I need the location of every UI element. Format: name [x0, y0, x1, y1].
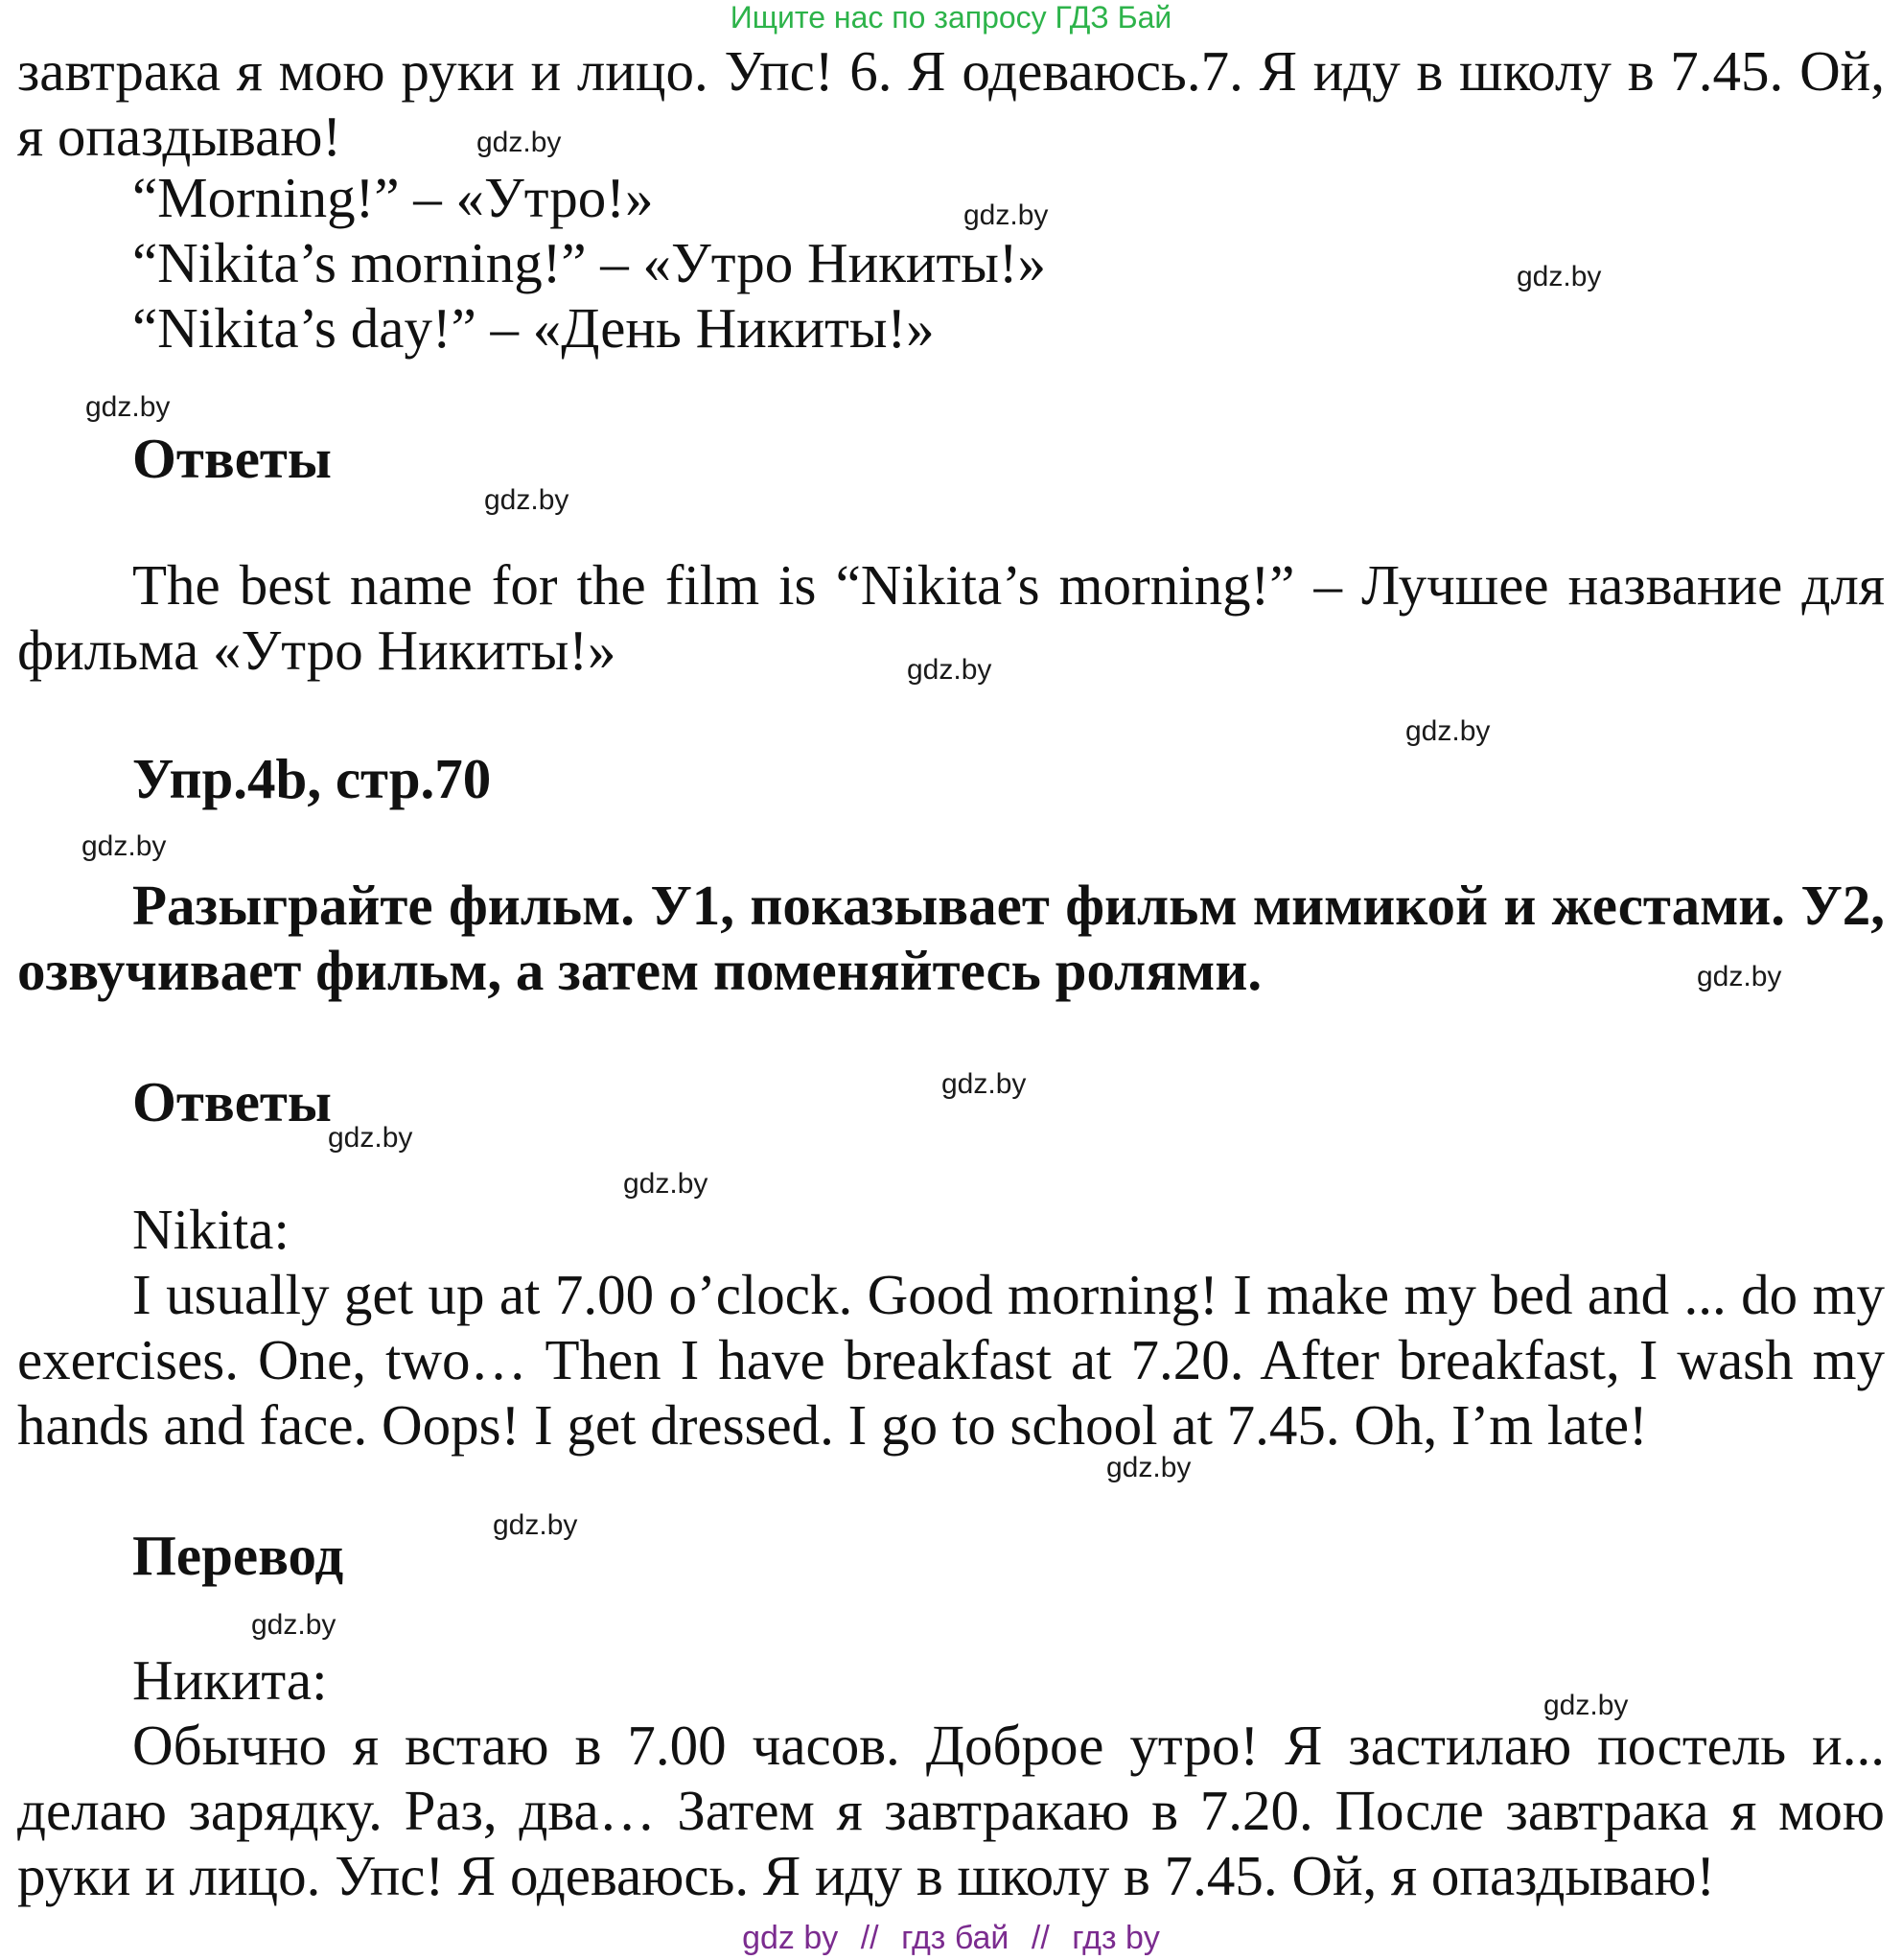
intro-line-2: я опаздываю! — [17, 105, 342, 168]
intro-paragraph — [17, 38, 1885, 169]
top-banner: Ищите нас по запросу ГДЗ Бай — [730, 0, 1172, 35]
translation-line-1: Обычно я встаю в 7.00 часов. Доброе утро! Я застилаю постель и... — [132, 1714, 1885, 1777]
bottom-banner-separator: // — [860, 1920, 879, 1956]
watermark: gdz.by — [1697, 961, 1782, 992]
bottom-banner-part-2: гдз бай — [901, 1920, 1009, 1956]
watermark: gdz.by — [963, 199, 1049, 231]
answers-heading-1: Ответы — [132, 427, 332, 490]
translation-line-3: руки и лицо. Упс! Я одеваюсь. Я иду в школу в 7.45. Ой, я опаздываю! — [17, 1844, 1716, 1907]
exercise-task-line-1: Разыграйте фильм. У1, показывает фильм мимикой и жестами. У2, — [132, 874, 1885, 937]
watermark: gdz.by — [1543, 1690, 1629, 1721]
bottom-banner-separator: // — [1031, 1920, 1050, 1956]
intro-line-1: завтрака я мою руки и лицо. Упс! 6. Я одеваюсь.7. Я иду в школу в 7.45. Ой, — [17, 39, 1885, 103]
watermark: gdz.by — [476, 127, 562, 158]
answers-2-line-1: I usually get up at 7.00 o’clock. Good morning! I make my bed and ... do my — [132, 1263, 1885, 1326]
answers-2-line-3: hands and face. Oops! I get dressed. I go to school at 7.45. Oh, I’m late! — [17, 1393, 1648, 1457]
exercise-heading: Упр.4b, стр.70 — [132, 747, 492, 810]
translation-paragraph — [17, 1713, 1885, 1908]
answers-2-speaker: Nikita: — [132, 1198, 290, 1261]
watermark: gdz.by — [484, 484, 569, 516]
exercise-task-line-2: озвучивает фильм, а затем поменяйтесь ролями. — [17, 939, 1263, 1002]
watermark: gdz.by — [1517, 261, 1602, 292]
translation-line-2: делаю зарядку. Раз, два… Затем я завтракаю в 7.20. После завтрака я мою — [17, 1779, 1885, 1842]
answers-heading-2: Ответы — [132, 1070, 332, 1133]
bottom-banner-part-3: гдз by — [1072, 1920, 1160, 1956]
answers-1-line-1: The best name for the film is “Nikita’s morning!” – Лучшее название для — [132, 553, 1885, 617]
watermark: gdz.by — [941, 1068, 1027, 1100]
translation-speaker: Никита: — [132, 1648, 328, 1712]
bottom-banner-part-1: gdz by — [742, 1920, 839, 1956]
title-option-1: “Morning!” – «Утро!» — [132, 166, 654, 229]
bottom-banner — [0, 1920, 1902, 1956]
watermark: gdz.by — [907, 654, 992, 686]
title-option-2: “Nikita’s morning!” – «Утро Никиты!» — [132, 231, 1047, 294]
answers-2-paragraph — [17, 1262, 1885, 1458]
watermark: gdz.by — [623, 1168, 708, 1200]
exercise-task — [17, 873, 1885, 1003]
title-options — [17, 165, 1885, 361]
translation-heading: Перевод — [132, 1524, 344, 1587]
watermark: gdz.by — [1106, 1452, 1192, 1483]
watermark: gdz.by — [85, 391, 171, 423]
watermark: gdz.by — [1405, 715, 1491, 747]
answers-1-line-2: фильма «Утро Никиты!» — [17, 618, 616, 682]
watermark: gdz.by — [251, 1609, 336, 1641]
watermark: gdz.by — [493, 1509, 578, 1541]
watermark: gdz.by — [328, 1122, 413, 1154]
watermark: gdz.by — [81, 830, 167, 862]
title-option-3: “Nikita’s day!” – «День Никиты!» — [132, 296, 935, 360]
answers-2-line-2: exercises. One, two… Then I have breakfast at 7.20. After breakfast, I wash my — [17, 1328, 1885, 1391]
